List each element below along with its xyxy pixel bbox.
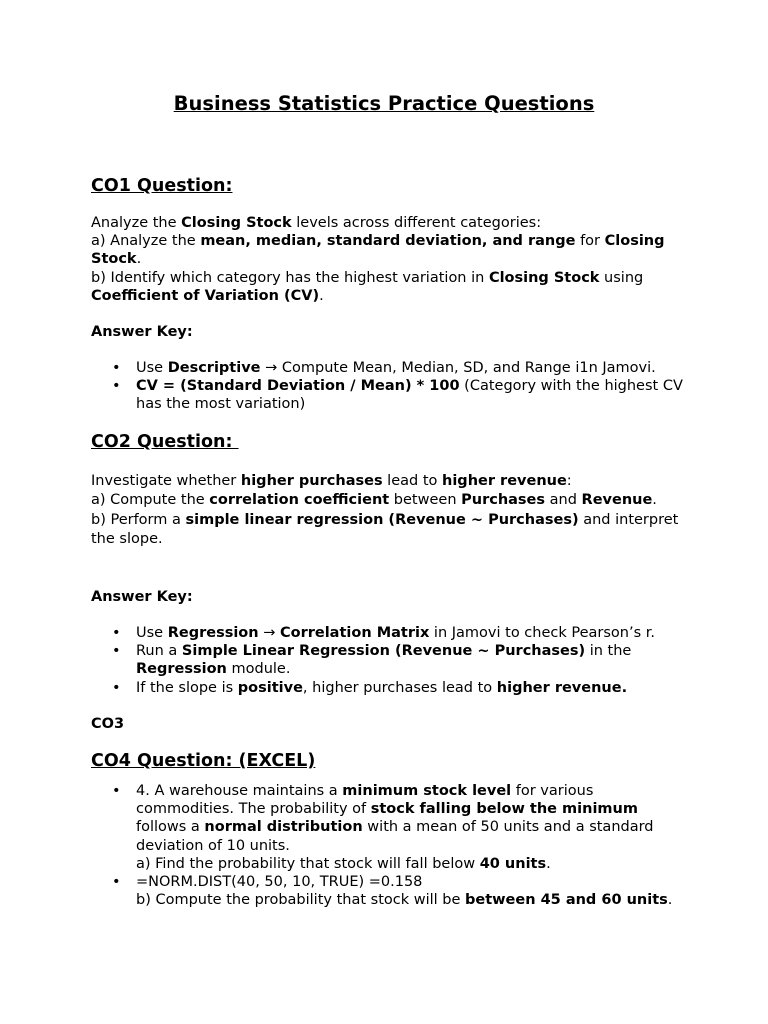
list-item: • Use Descriptive → Compute Mean, Median, SD, and Range i1n Jamovi. bbox=[112, 360, 656, 376]
bullet-icon: • bbox=[112, 643, 121, 660]
bullet-icon: • bbox=[112, 625, 121, 641]
list-item: • If the slope is positive, higher purchases lead to higher revenue. bbox=[112, 679, 628, 696]
co2-heading: CO2 Question: bbox=[91, 432, 239, 452]
list-item: • Use Regression → Correlation Matrix in Jamovi to check Pearson’s r. bbox=[112, 625, 655, 641]
co2-answer-key-label: Answer Key: bbox=[91, 589, 193, 605]
co2-intro: Investigate whether higher purchases lead to higher revenue: bbox=[91, 473, 572, 489]
co1-question-text bbox=[91, 214, 691, 305]
co1-part-b: b) Identify which category has the highest variation in Closing Stock using Coefficient of Variation (CV). bbox=[91, 269, 644, 304]
bullet-icon: • bbox=[112, 378, 121, 395]
list-item: • CV = (Standard Deviation / Mean) * 100 (Category with the highest CV has the most variation) bbox=[112, 378, 683, 413]
co2-answer-list bbox=[91, 624, 691, 697]
co1-answer-list bbox=[91, 359, 691, 414]
bullet-icon: • bbox=[112, 679, 121, 696]
co2-part-b: b) Perform a simple linear regression (Revenue ~ Purchases) and interpret the slope. bbox=[91, 511, 679, 548]
bullet-icon: • bbox=[112, 783, 121, 799]
page-title: Business Statistics Practice Questions bbox=[173, 92, 595, 115]
co1-part-a: a) Analyze the mean, median, standard deviation, and range for Closing Stock. bbox=[91, 233, 665, 268]
co2-part-a: a) Compute the correlation coefficient between Purchases and Revenue. bbox=[91, 492, 657, 509]
co4-part-a: a) Find the probability that stock will fall below 40 units. bbox=[136, 855, 551, 872]
bullet-icon: • bbox=[112, 874, 121, 891]
list-item bbox=[91, 782, 691, 873]
co1-intro: Analyze the Closing Stock levels across different categories: bbox=[91, 215, 542, 231]
co4-formula: =NORM.DIST(40, 50, 10, TRUE) =0.158 bbox=[136, 874, 423, 891]
co1-answer-key-label: Answer Key: bbox=[91, 324, 193, 340]
bullet-icon: • bbox=[112, 360, 121, 376]
list-item: • Run a Simple Linear Regression (Revenue ~ Purchases) in the Regression module. bbox=[112, 643, 632, 678]
co4-question-list bbox=[91, 782, 691, 909]
co4-part-b: b) Compute the probability that stock will be between 45 and 60 units. bbox=[136, 892, 673, 909]
co4-problem-text: 4. A warehouse maintains a minimum stock level for various commodities. The probability of stock falling below the minimum follows a normal distribution with a mean of 50 units and a standard deviation of 10 units. bbox=[136, 783, 654, 854]
list-item bbox=[91, 873, 691, 909]
co3-label: CO3 bbox=[91, 716, 125, 732]
co1-heading: CO1 Question: bbox=[91, 176, 233, 196]
co2-question-text bbox=[91, 472, 691, 550]
co4-heading: CO4 Question: (EXCEL) bbox=[91, 751, 316, 771]
